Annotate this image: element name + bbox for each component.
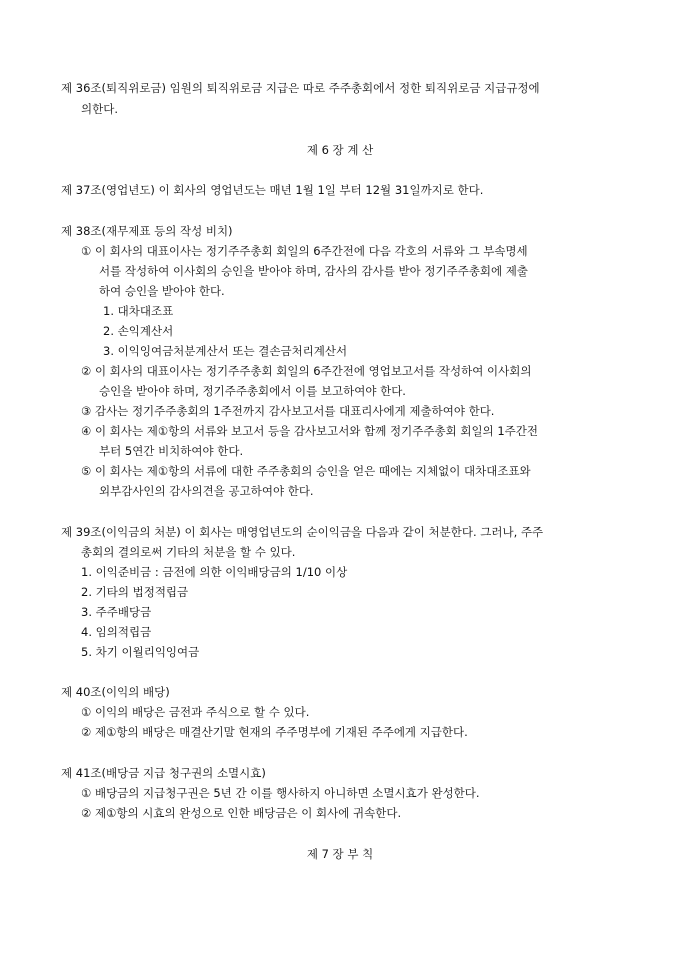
article-40-title: 제 40조(이익의 배당): [61, 685, 170, 699]
article-38-para-2-line-2: 승인을 받아야 하며, 정기주주총회에서 이를 보고하여야 한다.: [99, 384, 406, 398]
article-39-item-3: 3. 주주배당금: [81, 605, 152, 619]
article-38-item-2: 2. 손익계산서: [103, 324, 174, 338]
article-38-para-4-line-2: 부터 5연간 비치하여야 한다.: [99, 444, 244, 458]
article-38-para-5-line-1: ⑤ 이 회사는 제①항의 서류에 대한 주주총회의 승인을 얻은 때에는 지체없이 대차대조표와: [81, 464, 531, 478]
article-41-para-1: ① 배당금의 지급청구권은 5년 간 이를 행사하지 아니하면 소멸시효가 완성한다.: [81, 786, 480, 800]
article-38-item-1: 1. 대차대조표: [103, 304, 174, 318]
article-38-para-5-line-2: 외부감사인의 감사의견을 공고하여야 한다.: [99, 484, 314, 498]
article-39-item-4: 4. 임의적립금: [81, 625, 152, 639]
article-38-para-2-line-1: ② 이 회사의 대표이사는 정기주주총회 회일의 6주간전에 영업보고서를 작성하여 이사회의: [81, 364, 532, 378]
article-40-para-1: ① 이익의 배당은 금전과 주식으로 할 수 있다.: [81, 705, 310, 719]
article-39-line-2: 총회의 결의로써 기타의 처분을 할 수 있다.: [81, 545, 296, 559]
article-36-line-2: 의한다.: [81, 102, 118, 116]
article-36-line-1: 제 36조(퇴직위로금) 임원의 퇴직위로금 지급은 따로 주주총회에서 정한 퇴직위로금 지급규정에: [61, 81, 540, 95]
article-38-item-3: 3. 이익잉여금처분계산서 또는 결손금처리계산서: [103, 344, 348, 358]
article-40-para-2: ② 제①항의 배당은 매결산기말 현재의 주주명부에 기재된 주주에게 지급한다.: [81, 725, 468, 739]
article-39-item-1: 1. 이익준비금 : 금전에 의한 이익배당금의 1/10 이상: [81, 565, 348, 579]
article-39-line-1: 제 39조(이익금의 처분) 이 회사는 매영업년도의 순이익금을 다음과 같이 처분한다. 그러나, 주주: [61, 525, 544, 539]
article-39-item-5: 5. 차기 이월리익잉여금: [81, 645, 200, 659]
article-38-para-4-line-1: ④ 이 회사는 제①항의 서류와 보고서 등을 감사보고서와 함께 정기주주총회 회일의 1주간전: [81, 424, 538, 438]
article-38-para-1-line-1: ① 이 회사의 대표이사는 정기주주총회 회일의 6주간전에 다음 각호의 서류와 그 부속명세: [81, 244, 528, 258]
article-38-title: 제 38조(재무제표 등의 작성 비치): [61, 224, 233, 238]
chapter-6-heading: 제 6 장 계 산: [306, 143, 374, 157]
chapter-7-heading: 제 7 장 부 칙: [306, 847, 374, 861]
article-38-para-1-line-2: 서를 작성하여 이사회의 승인을 받아야 하며, 감사의 감사를 받아 정기주주총회에 제출: [99, 264, 529, 278]
article-39-item-2: 2. 기타의 법정적립금: [81, 585, 189, 599]
article-38-para-3: ③ 감사는 정기주주총회의 1주전까지 감사보고서를 대표리사에게 제출하여야 한다.: [81, 404, 495, 418]
article-38-para-1-line-3: 하여 승인을 받아야 한다.: [99, 284, 225, 298]
article-41-title: 제 41조(배당금 지급 청구권의 소멸시효): [61, 766, 266, 780]
article-41-para-2: ② 제①항의 시효의 완성으로 인한 배당금은 이 회사에 귀속한다.: [81, 806, 402, 820]
article-37: 제 37조(영업년도) 이 회사의 영업년도는 매년 1월 1일 부터 12월 31일까지로 한다.: [61, 183, 484, 197]
